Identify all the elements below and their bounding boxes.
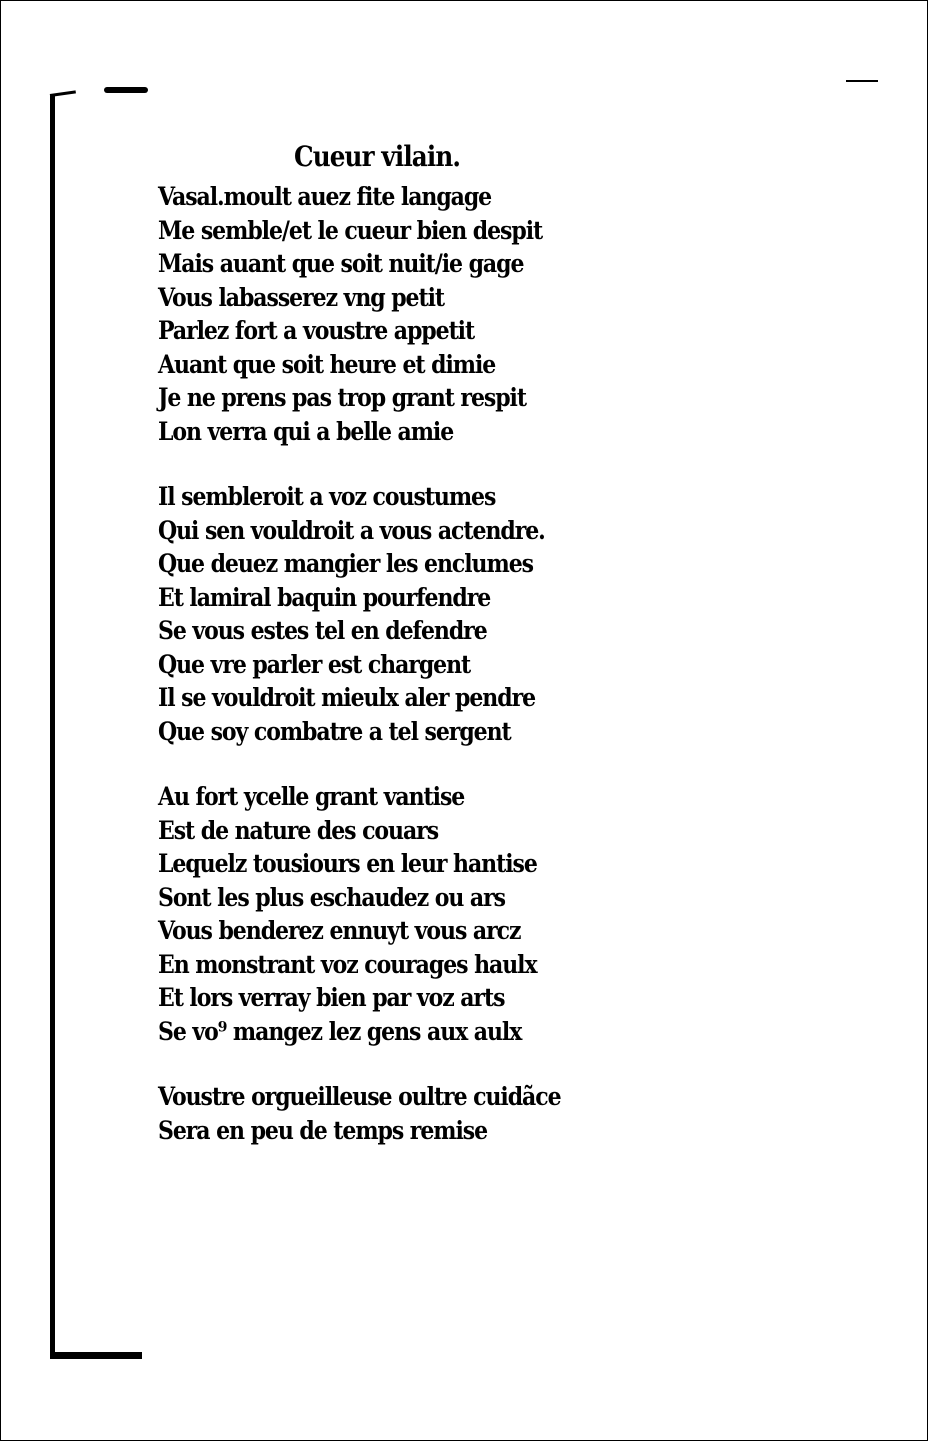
verse-line: Qui sen vouldroit a vous actendre. — [158, 515, 545, 545]
verse-line: Et lors verray bien par voz arts — [158, 983, 505, 1012]
page-edge-top-mark — [104, 87, 148, 93]
verse-line: Que vre parler est chargent — [158, 649, 471, 679]
stanza-1 — [158, 180, 628, 448]
verse-line: Au fort ycelle grant vantise — [158, 782, 465, 811]
verse-line: Voustre orgueilleuse oultre cuidãce — [158, 1082, 561, 1111]
verse-line: Mais auant que soit nuit/ie gage — [158, 249, 524, 278]
verse-line: Sera en peu de temps remise — [158, 1115, 488, 1145]
verse-line: Vous benderez ennuyt vous arcz — [158, 916, 521, 945]
verse-line: Lon verra qui a belle amie — [158, 416, 454, 446]
verse-line: Je ne prens pas trop grant respit — [158, 383, 526, 412]
verse-line: Il se vouldroit mieulx aler pendre — [158, 683, 536, 712]
verse-line: Se vous estes tel en defendre — [158, 616, 487, 645]
stanza-2 — [158, 480, 628, 748]
page-edge-bottom — [50, 1352, 142, 1359]
verse-line: Me semble/et le cueur bien despit — [158, 215, 543, 245]
poem-title — [294, 138, 628, 176]
verse-line: Parlez fort a voustre appetit — [158, 316, 475, 345]
poem-text-block — [158, 138, 628, 1147]
page-edge-left — [50, 96, 55, 1358]
verse-line: Que deuez mangier les enclumes — [158, 549, 533, 578]
page-edge-right-mark — [846, 80, 878, 82]
verse-line: Lequelz tousiours en leur hantise — [158, 849, 537, 878]
verse-line: Vous labasserez vng petit — [158, 282, 445, 312]
verse-line: Est de nature des couars — [158, 815, 439, 845]
verse-line: Vasal.moult auez fite langage — [158, 182, 492, 211]
verse-line: Que soy combatre a tel sergent — [158, 716, 511, 746]
verse-line: Auant que soit heure et dimie — [158, 349, 496, 379]
poem-title-text: Cueur vilain. — [294, 140, 461, 173]
verse-line: Et lamiral baquin pourfendre — [158, 582, 491, 612]
stanza-3 — [158, 780, 628, 1048]
verse-line: Il sembleroit a voz coustumes — [158, 482, 496, 511]
verse-line: Sont les plus eschaudez ou ars — [158, 882, 505, 912]
verse-line: Se vo⁹ mangez lez gens aux aulx — [158, 1016, 522, 1046]
verse-line: En monstrant voz courages haulx — [158, 949, 537, 979]
stanza-4 — [158, 1080, 628, 1147]
